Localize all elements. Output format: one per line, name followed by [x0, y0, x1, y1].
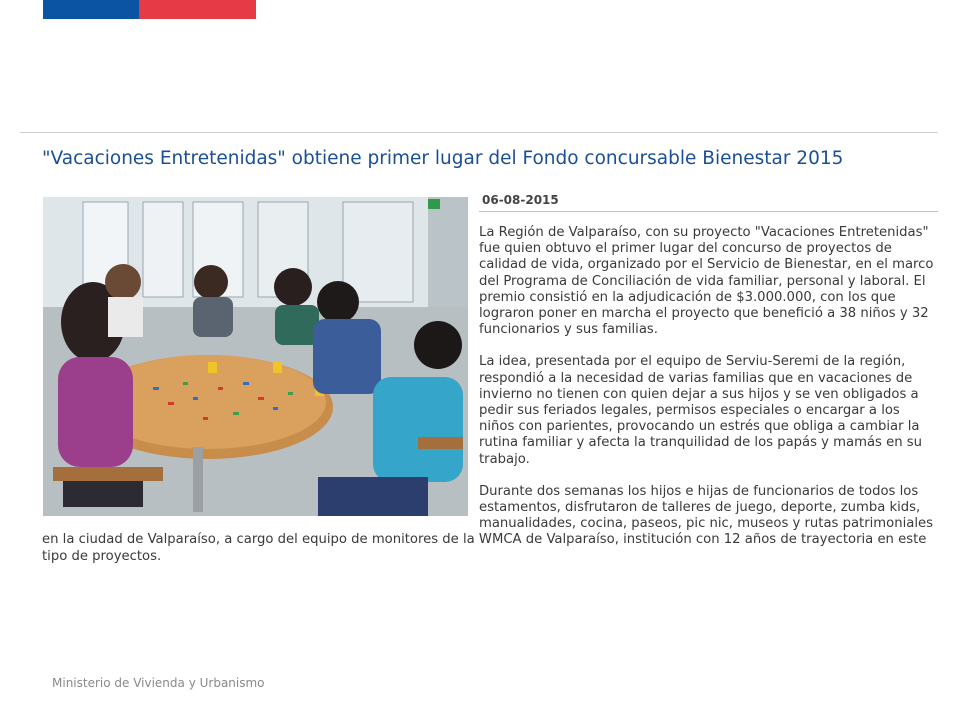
article-paragraph-2: La idea, presentada por el equipo de Serviu-Seremi de la región, respondió a la necesidad de varias familias que en vacaciones de invierno no tienen con quien dejar a sus hijos y se ven obligados a pedir sus feriados legales, permisos especiales o encargar a los niños con parientes, provocando un estrés que obliga a cambiar la rutina familiar y afecta la tranquilidad de los papás y mamás en su trabajo. — [479, 354, 922, 467]
publication-date: 06-08-2015 — [482, 193, 559, 207]
article-paragraph-1: La Región de Valparaíso, con su proyecto "Vacaciones Entretenidas" fue quien obtuvo el primer lugar del concurso de proyectos de calidad de vida, organizado por el Servicio de Bienestar, en el marco del Programa de Conciliación de vida familiar, personal y laboral. El premio consistió en la adjudicación de $3.000.000, con los que lograron poner en marcha el proyecto que benefició a 38 niños y 32 funcionarios y sus familias. — [479, 225, 934, 338]
flag-blue-segment — [43, 0, 139, 19]
date-divider — [479, 211, 938, 212]
article-headline: "Vacaciones Entretenidas" obtiene primer lugar del Fondo concursable Bienestar 2015 — [42, 148, 844, 169]
article-body — [42, 225, 934, 581]
header-divider — [20, 132, 938, 133]
flag-red-segment — [139, 0, 256, 19]
article-paragraph-3: Durante dos semanas los hijos e hijas de funcionarios de todos los estamentos, disfrutaron de talleres de juego, deporte, zumba kids, manualidades, cocina, paseos, pic nic, museos y rutas patrimoniales en la ciudad de Valparaíso, a cargo del equipo de monitores de la WMCA de Valparaíso, institución con 12 años de trayectoria en este tipo de proyectos. — [42, 483, 933, 564]
footer-ministry-name: Ministerio de Vivienda y Urbanismo — [52, 676, 265, 690]
photo-float-spacer — [42, 225, 479, 525]
gov-flag-stripe — [43, 0, 256, 19]
